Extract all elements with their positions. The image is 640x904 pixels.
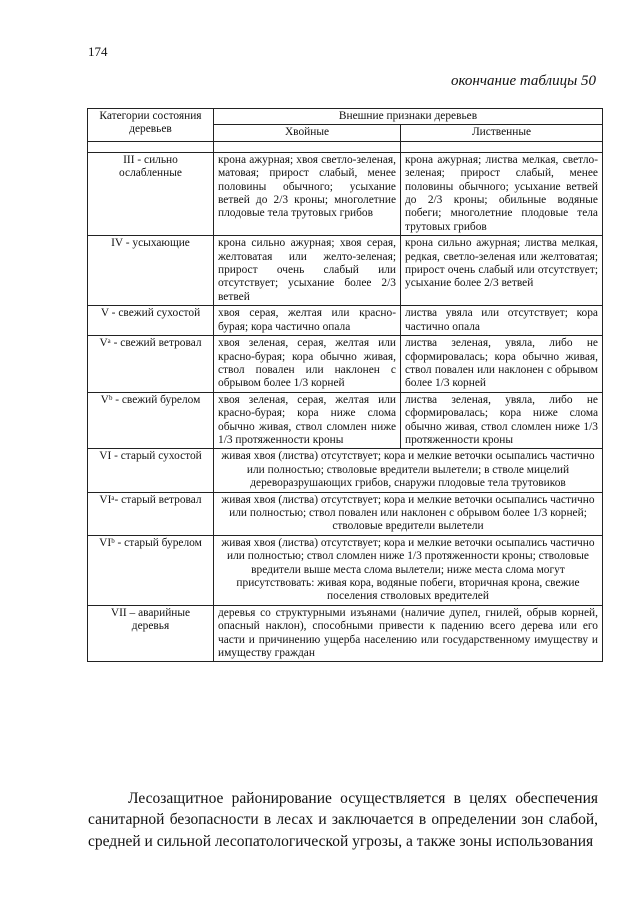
header-deciduous: Лиственные [401, 125, 603, 141]
row-conifer-signs: хвоя зеленая, серая, желтая или красно-бурая; кора ниже слома обычно живая, ствол сломлен ниже 1/3 протяженности кроны [214, 392, 401, 449]
row-deciduous-signs: листва зеленая, увяла, либо не сформировалась; кора ниже слома обычно живая, ствол сломлен ниже 1/3 протяженности кроны [401, 392, 603, 449]
row-common-signs: живая хвоя (листва) отсутствует; кора и мелкие веточки осыпались частично или полностью; ствол повален или наклонен с обрывом более 1/3 корней; стволовые вредители вылетели [214, 492, 603, 535]
row-common-signs: живая хвоя (листва) отсутствует; кора и мелкие веточки осыпались частично или полностью; ствол сломлен ниже 1/3 протяженности кроны; стволовые вредители выше места слома вылетели; ниже места слома могут присутствовать: живая кора, водяные побеги, вторичная крона, свежие поселения стволовых вредителей [214, 535, 603, 605]
body-paragraph: Лесозащитное районирование осуществляется в целях обеспечения санитарной безопасности в лесах и заключается в определении зон слабой, средней и сильной лесопатологической угрозы, а также зоны использования [88, 789, 598, 850]
table-row [88, 605, 603, 662]
row-deciduous-signs: листва увяла или отсутствует; кора частично опала [401, 306, 603, 336]
table-row [88, 392, 603, 449]
page-number: 174 [88, 44, 108, 59]
table-row [88, 449, 603, 492]
row-category: VII – аварийные деревья [88, 605, 214, 662]
row-category: VI - старый сухостой [88, 449, 214, 492]
row-category: V - свежий сухостой [88, 306, 214, 336]
row-category: Vᵇ - свежий бурелом [88, 392, 214, 449]
header-conifers: Хвойные [214, 125, 401, 141]
spacer-row [88, 141, 603, 152]
row-category: VIᵇ - старый бурелом [88, 535, 214, 605]
row-conifer-signs: крона сильно ажурная; хвоя серая, желтоватая или желто-зеленая; прирост очень слабый или отсутствует; усыхание более 2/3 ветвей [214, 236, 401, 306]
row-category: Vᵃ - свежий ветровал [88, 336, 214, 393]
table-row [88, 492, 603, 535]
header-category: Категории состояния деревьев [88, 109, 214, 142]
table-row [88, 306, 603, 336]
table-row [88, 152, 603, 235]
row-deciduous-signs: листва зеленая, увяла, либо не сформировалась; кора обычно живая, ствол повален или наклонен с обрывом более 1/3 корней [401, 336, 603, 393]
row-deciduous-signs: крона ажурная; листва мелкая, светло-зеленая; прирост слабый, менее половины обычного; усыхание ветвей до 2/3 кроны; обильные водяные побеги; многолетние плодовые тела трутовых грибов [401, 152, 603, 235]
row-deciduous-signs: крона сильно ажурная; листва мелкая, редкая, светло-зеленая или желтоватая; прирост очень слабый или отсутствует; усыхание более 2/3 ветвей [401, 236, 603, 306]
table-row [88, 236, 603, 306]
row-common-signs: живая хвоя (листва) отсутствует; кора и мелкие веточки осыпались частично или полностью; стволовые вредители вылетели; в стволе мицелий дереворазрушающих грибов, снаружи плодовые тела трутовиков [214, 449, 603, 492]
row-category: IV - усыхающие [88, 236, 214, 306]
table-row [88, 336, 603, 393]
header-external-signs: Внешние признаки деревьев [214, 109, 603, 125]
table-row [88, 535, 603, 605]
row-category: VIᵃ- старый ветровал [88, 492, 214, 535]
table-caption: окончание таблицы 50 [450, 73, 596, 89]
row-conifer-signs: хвоя серая, желтая или красно-бурая; кора частично опала [214, 306, 401, 336]
row-common-signs: деревья со структурными изъянами (наличие дупел, гнилей, обрыв корней, опасный наклон), способными привести к падению всего дерева или его части и причинению ущерба населению или государственному имуществу и имуществу граждан [214, 605, 603, 662]
row-category: III - сильно ослабленные [88, 152, 214, 235]
row-conifer-signs: крона ажурная; хвоя светло-зеленая, матовая; прирост слабый, менее половины обычного; усыхание ветвей до 2/3 кроны; многолетние плодовые тела трутовых грибов [214, 152, 401, 235]
row-conifer-signs: хвоя зеленая, серая, желтая или красно-бурая; кора обычно живая, ствол повален или наклонен с обрывом более 1/3 корней [214, 336, 401, 393]
tree-condition-table [87, 108, 603, 662]
